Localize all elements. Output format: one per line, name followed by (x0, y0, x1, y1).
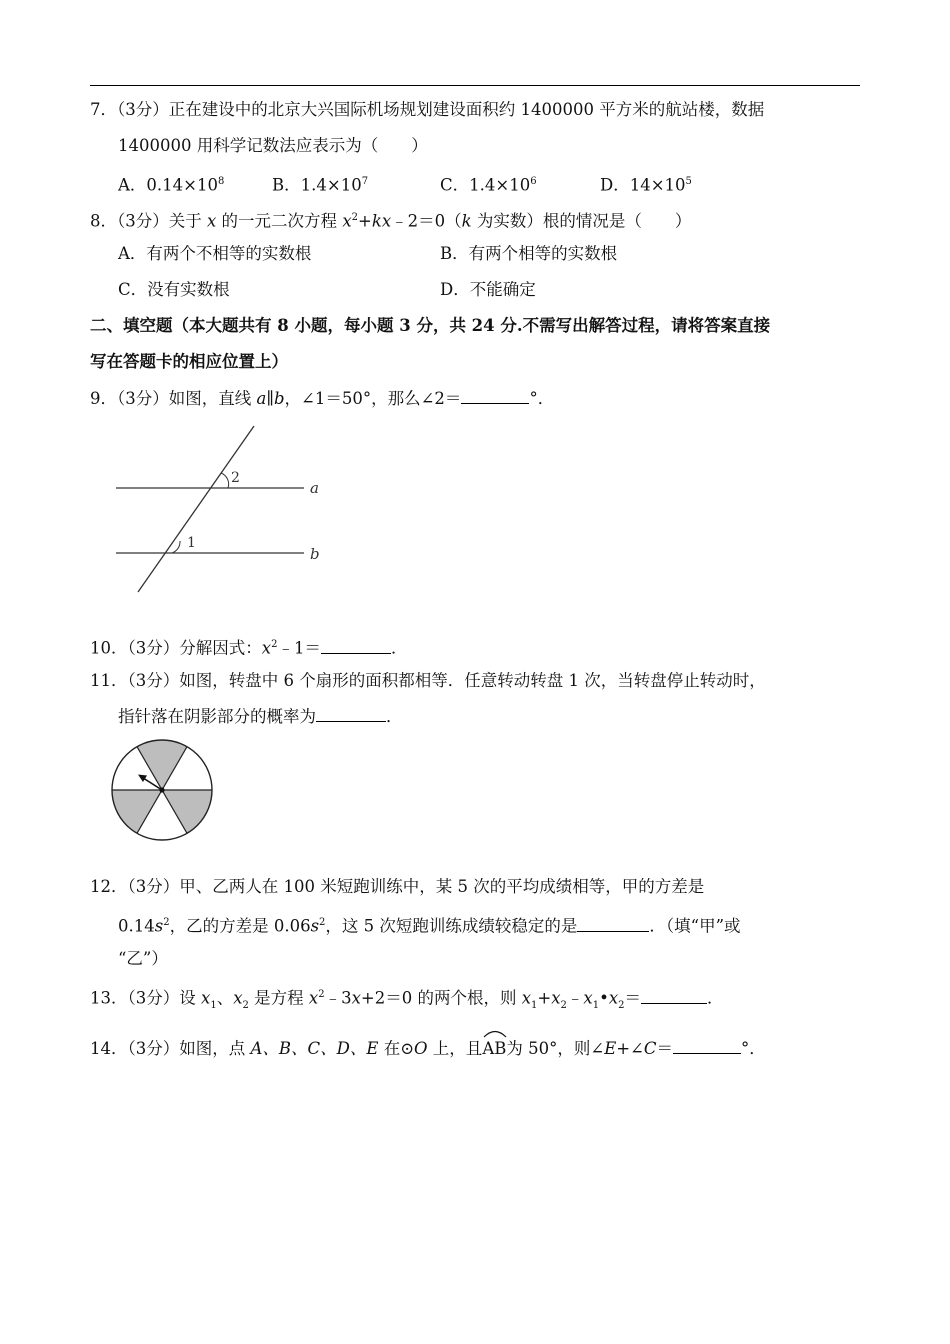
section2-heading-line2: 写在答题卡的相应位置上） (90, 352, 288, 371)
sector-lower-right-shaded (162, 790, 212, 833)
q8-line1: 8．（3分）关于 x 的一元二次方程 $x^2+kx﹣2=0(k$ 为实数）根的情况是（ ） (90, 211, 692, 231)
spinner-center-dot (159, 787, 164, 792)
q7-option-b: B．$1.4\times 10^7$ (272, 175, 369, 195)
header-rule (90, 85, 860, 86)
q7-option-d: D．$14\times 10^5$ (600, 175, 692, 195)
q11-line1: 11．（3分）如图，转盘中 6 个扇形的面积都相等．任意转动转盘 1 次，当转盘停止转动时， (90, 671, 766, 690)
angle-2-arc (221, 473, 229, 488)
q7-number: 7．（3分） (90, 100, 169, 119)
q11-line2: 指针落在阴影部分的概率为 ． (118, 707, 403, 726)
q14-line1: 14．（3分）如图，点 A、B、C、D、E 在⊙O 上，且 AB为 50°，则∠E+∠C＝ °． (90, 1037, 766, 1061)
q11-answer-blank[interactable] (316, 705, 386, 722)
q10-answer-blank[interactable] (321, 637, 391, 654)
q7-text1: 正在建设中的北京大兴国际机场规划建设面积约 1400000 平方米的航站楼，数据 (168, 100, 765, 119)
angle-1-arc (172, 541, 180, 553)
q12-line1: 12．（3分）甲、乙两人在 100 米短跑训练中，某 5 次的平均成绩相等，甲的方差是 (90, 877, 705, 896)
q8-option-b: B．有两个相等的实数根 (440, 244, 618, 263)
q9-parallel-lines-figure (108, 420, 338, 600)
q7-option-c: C．$1.4\times 10^6$ (440, 175, 537, 195)
q8-option-c: C．没有实数根 (118, 280, 230, 299)
q9-answer-blank[interactable] (461, 387, 529, 404)
q11-number: 11．（3分） (90, 671, 180, 690)
sector-lower-left-shaded (112, 790, 162, 833)
q13-line1: 13．（3分）设 $x_1$、$x_2$ 是方程 $x^2﹣3x+2=0$ 的两个根，则 $x_1+x_2﹣x_1•x_2=$ ． (90, 988, 724, 1011)
q8-number: 8．（3分） (90, 211, 169, 231)
q11-spinner-figure (108, 738, 218, 842)
q14-answer-blank[interactable] (673, 1037, 741, 1054)
q10-line1: 10．（3分）分解因式：$x^2﹣1=$ ． (90, 638, 408, 658)
q9-number: 9．（3分） (90, 389, 169, 408)
q12-line3: “乙”） (118, 949, 168, 968)
q9-line1: 9．（3分）如图，直线 a∥b，∠1＝50°，那么∠2＝ °． (90, 389, 555, 408)
q12-answer-blank[interactable] (577, 915, 649, 932)
q12-line2: $0.14s^2$，乙的方差是 $0.06s^2$，这 5 次短跑训练成绩较稳定的是 ．（填“甲”或 (118, 916, 741, 936)
q12-number: 12．（3分） (90, 877, 180, 896)
q8-option-a: A．有两个不相等的实数根 (118, 244, 312, 263)
q8-option-d: D．不能确定 (440, 280, 536, 299)
q14-number: 14．（3分） (90, 1039, 180, 1058)
q7-option-a: A．$0.14\times 10^8$ (118, 175, 225, 195)
arc-hat-icon (482, 1028, 508, 1038)
q7-line2 (118, 134, 428, 158)
line-b-label: b (310, 545, 320, 563)
section2-heading-line1: 二、填空题（本大题共有 8 小题，每小题 3 分，共 24 分.不需写出解答过程，请将答案直接 (90, 316, 771, 335)
q10-number: 10．（3分） (90, 638, 180, 658)
q13-number: 13．（3分） (90, 988, 180, 1008)
q7-line1 (90, 98, 764, 122)
angle-2-label: 2 (231, 470, 240, 486)
q7-text2: 1400000 用科学记数法应表示为（ ） (118, 136, 428, 155)
q13-answer-blank[interactable] (641, 987, 707, 1004)
line-a-label: a (310, 479, 319, 497)
pointer-arrow-icon (138, 775, 147, 783)
angle-1-label: 1 (187, 535, 196, 551)
transversal-line (138, 426, 254, 592)
sector-top-shaded (137, 740, 187, 790)
arc-ab-label: AB (482, 1037, 506, 1061)
